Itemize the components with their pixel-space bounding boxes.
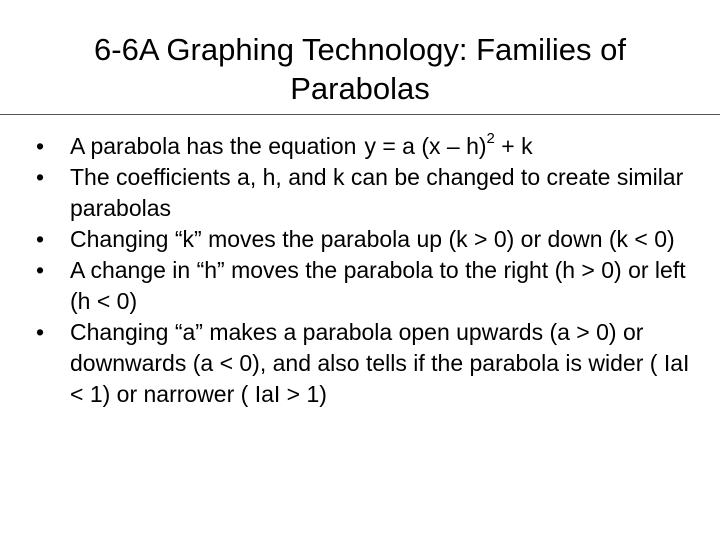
equation-main: y = a (x – h) [364, 133, 487, 159]
parabola-equation [364, 130, 533, 159]
title-divider [0, 114, 720, 115]
equation-tail: + k [494, 133, 533, 159]
bullet-icon: • [35, 226, 45, 252]
bullet-icon: • [35, 133, 45, 159]
bullet-text: A parabola has the equation [70, 133, 357, 159]
bullet-text: The coefficients a, h, and k can be changed to create similar parabolas [70, 164, 684, 221]
bullet-item-h [30, 255, 700, 317]
bullet-text: A change in “h” moves the parabola to the right (h > 0) or left (h < 0) [70, 257, 686, 314]
bullet-list [30, 131, 700, 410]
bullet-item-coefficients [30, 162, 700, 224]
bullet-icon: • [35, 164, 45, 190]
bullet-text: Changing “a” makes a parabola open upwards (a > 0) or downwards (a < 0), and also tells if the parabola is wider ( IaI < 1) or narrower ( IaI > 1) [70, 319, 690, 407]
equation-exponent: 2 [486, 130, 495, 148]
bullet-text: Changing “k” moves the parabola up (k > 0) or down (k < 0) [70, 226, 675, 252]
bullet-item-a [30, 317, 700, 410]
bullet-item-equation [30, 131, 700, 162]
bullet-item-k [30, 224, 700, 255]
bullet-icon: • [35, 257, 45, 283]
bullet-icon: • [35, 319, 45, 345]
slide-title: 6-6A Graphing Technology: Families of Parabolas [94, 32, 626, 106]
